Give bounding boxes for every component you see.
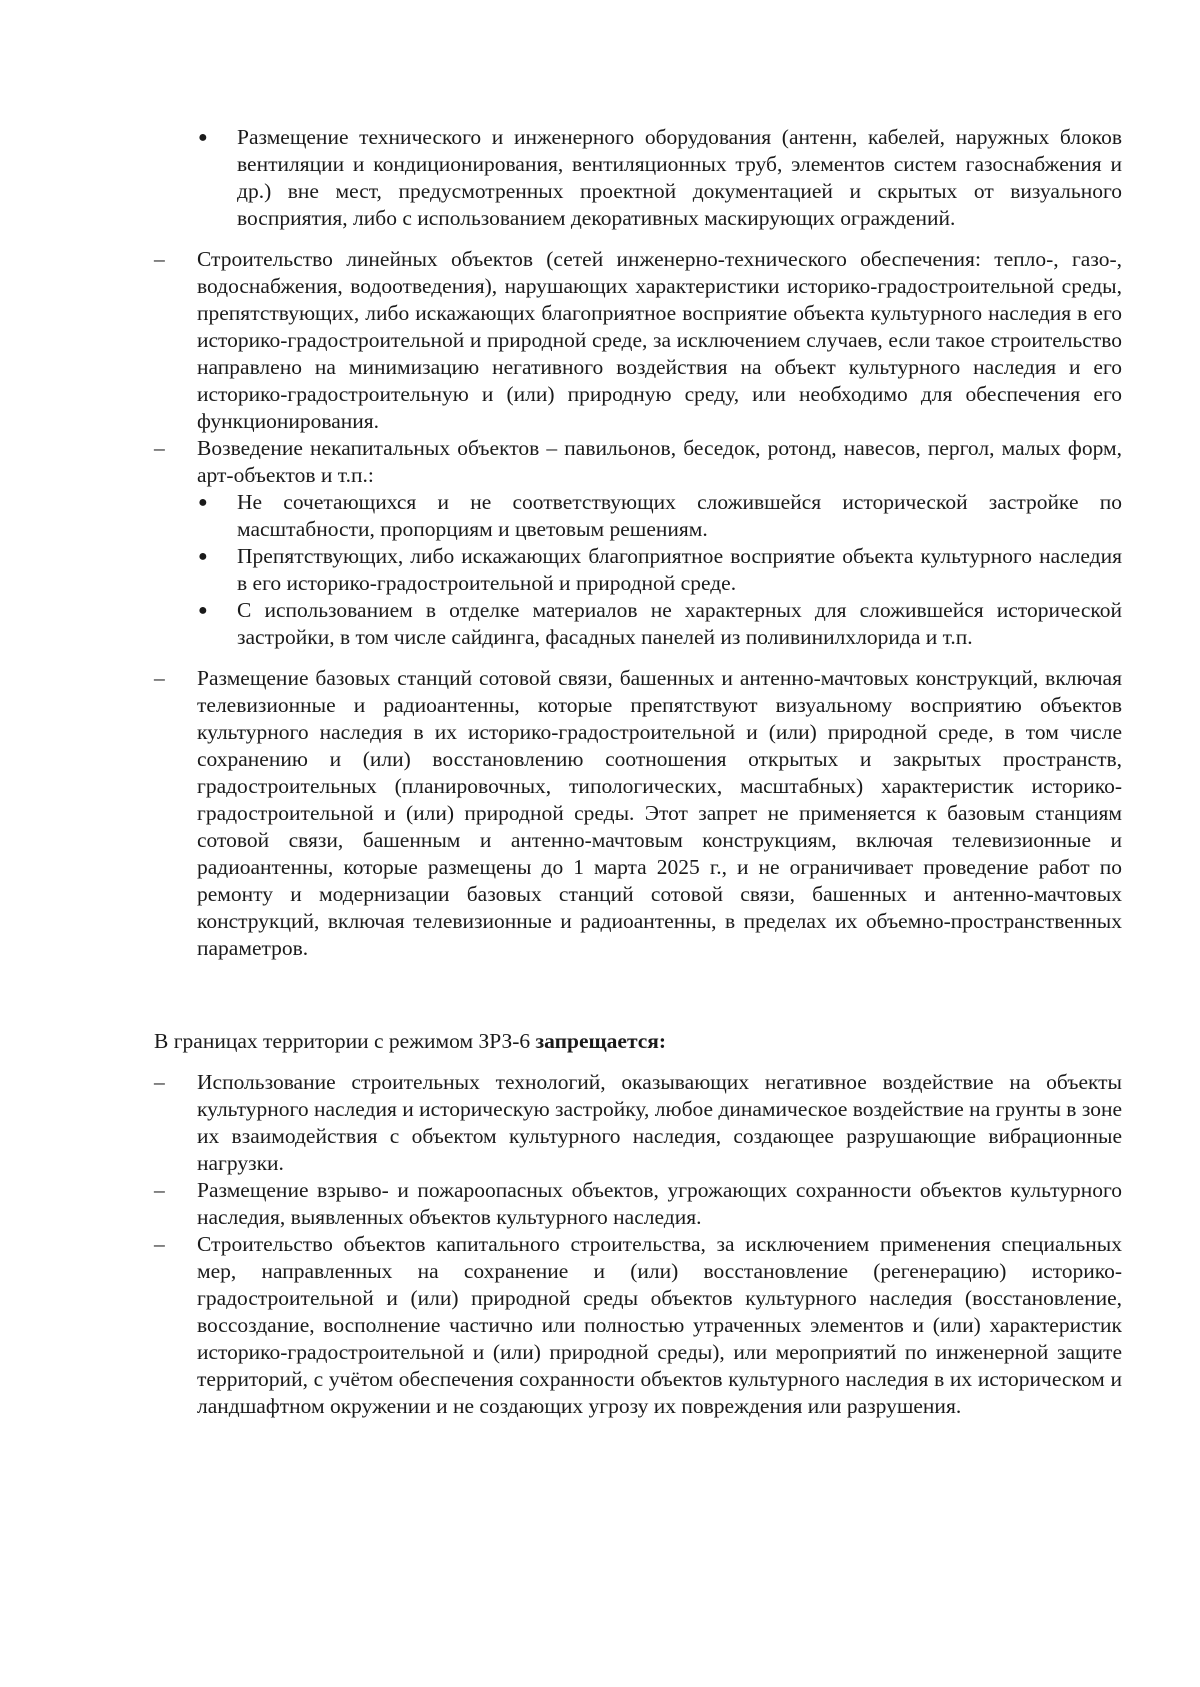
dash-marker: – xyxy=(154,1232,165,1256)
bullet-marker: ● xyxy=(198,494,208,511)
bullet-marker: ● xyxy=(198,602,208,619)
zrz6-heading xyxy=(154,1028,1122,1055)
dash-marker: – xyxy=(154,436,165,460)
dash-marker: – xyxy=(154,666,165,690)
bullet-marker: ● xyxy=(198,548,208,565)
sub-bullet-item-perception xyxy=(154,543,1122,597)
sub-bullet-item-scale xyxy=(154,489,1122,543)
dash-item-base-stations xyxy=(154,665,1122,962)
dash-item-construction-tech xyxy=(154,1069,1122,1177)
dash-marker: – xyxy=(154,1070,165,1094)
dash-text: Возведение некапитальных объектов – павильонов, беседок, ротонд, навесов, пергол, малых форм, арт-объектов и т.п.: xyxy=(197,436,1122,487)
heading-bold: запрещается: xyxy=(535,1029,667,1053)
dash-text: Размещение взрыво- и пожароопасных объектов, угрожающих сохранности объектов культурного наследия, выявленных объектов культурного наследия. xyxy=(197,1178,1122,1229)
dash-item-capital-construction xyxy=(154,1231,1122,1420)
dash-marker: – xyxy=(154,247,165,271)
bullet-text: Размещение технического и инженерного оборудования (антенн, кабелей, наружных блоков вентиляции и кондиционирования, вентиляционных труб, элементов систем газоснабжения и др.) вне мест, предусмотренных проектной документацией и скрытых от визуального восприятия, либо с использованием декоративных маскирующих ограждений. xyxy=(237,125,1122,230)
bullet-item-equipment xyxy=(154,124,1122,232)
heading-prefix: В границах территории с режимом ЗРЗ-6 xyxy=(154,1029,536,1053)
bullet-text: С использованием в отделке материалов не характерных для сложившейся исторической застройки, в том числе сайдинга, фасадных панелей из поливинилхлорида и т.п. xyxy=(237,598,1122,649)
dash-marker: – xyxy=(154,1178,165,1202)
dash-text: Строительство линейных объектов (сетей инженерно-технического обеспечения: тепло-, газо-, водоснабжения, водоотведения), нарушающих характеристики историко-градостроительной среды, препятствующих, либо искажающих благоприятное восприятие объекта культурного наследия в его историко-градостроительной и природной среде, за исключением случаев, если такое строительство направлено на минимизацию негативного воздействия на объект культурного наследия и его историко-градостроительную и (или) природную среду, или необходимо для обеспечения его функционирования. xyxy=(197,247,1122,433)
dash-item-explosive-objects xyxy=(154,1177,1122,1231)
sub-bullet-item-materials xyxy=(154,597,1122,651)
bullet-text: Препятствующих, либо искажающих благоприятное восприятие объекта культурного наследия в его историко-градостроительной и природной среде. xyxy=(237,544,1122,595)
dash-text: Размещение базовых станций сотовой связи, башенных и антенно-мачтовых конструкций, включая телевизионные и радиоантенны, которые препятствуют визуальному восприятию объектов культурного наследия в их историко-градостроительной и (или) природной среде, в том числе сохранению и (или) восстановлению соотношения открытых и закрытых пространств, градостроительных (планировочных, типологических, масштабных) характеристик историко-градостроительной и (или) природной среды. Этот запрет не применяется к базовым станциям сотовой связи, башенным и антенно-мачтовым конструкциям, включая телевизионные и радиоантенны, которые размещены до 1 марта 2025 г., и не ограничивает проведение работ по ремонту и модернизации базовых станций сотовой связи, башенных и антенно-мачтовых конструкций, включая телевизионные и радиоантенны, в пределах их объемно-пространственных параметров. xyxy=(197,666,1122,960)
dash-item-non-capital-objects xyxy=(154,435,1122,489)
dash-text: Строительство объектов капитального строительства, за исключением применения специальных мер, направленных на сохранение и (или) восстановление (регенерацию) историко-градостроительной и (или) природной среды объектов культурного наследия (восстановление, воссоздание, восполнение частично или полностью утраченных элементов и (или) характеристик историко-градостроительной и (или) природной среды), или мероприятий по инженерной защите территорий, с учётом обеспечения сохранности объектов культурного наследия в их историческом и ландшафтном окружении и не создающих угрозу их повреждения или разрушения. xyxy=(197,1232,1122,1418)
document-body xyxy=(154,124,1122,1420)
bullet-marker: ● xyxy=(198,129,208,146)
dash-item-linear-objects xyxy=(154,246,1122,435)
bullet-text: Не сочетающихся и не соответствующих сложившейся исторической застройке по масштабности, пропорциям и цветовым решениям. xyxy=(237,490,1122,541)
dash-text: Использование строительных технологий, оказывающих негативное воздействие на объекты культурного наследия и историческую застройку, любое динамическое воздействие на грунты в зоне их взаимодействия с объектом культурного наследия, создающее разрушающие вибрационные нагрузки. xyxy=(197,1070,1122,1175)
